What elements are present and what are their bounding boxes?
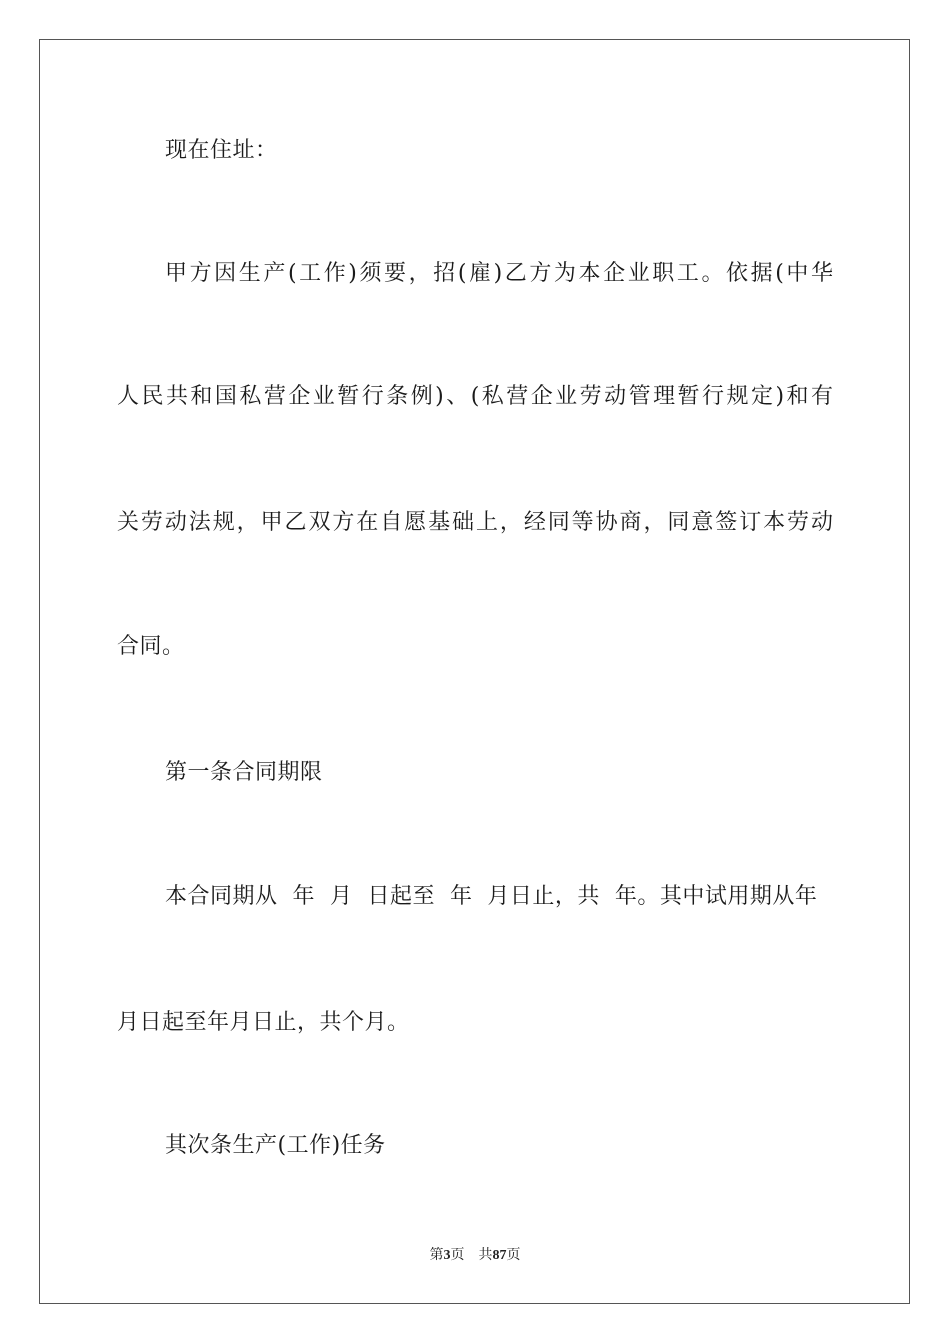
page-number: 3 [443, 1248, 451, 1263]
page-suffix: 页 [450, 1248, 465, 1263]
article-2-heading: 其次条生产(工作)任务 [165, 1133, 386, 1158]
contract-term-line-1: 本合同期从 年 月 日起至 年 月日止，共 年。其中试用期从年 [165, 884, 818, 909]
total-suffix: 页 [506, 1248, 521, 1263]
contract-term-line-2: 月日起至年月日止，共个月。 [117, 1010, 410, 1035]
preamble-line-3: 关劳动法规，甲乙双方在自愿基础上，经同等协商，同意签订本劳动 [117, 510, 833, 535]
total-pages: 87 [492, 1248, 507, 1263]
preamble-line-4: 合同。 [117, 634, 185, 659]
page-border [39, 39, 910, 1304]
preamble-line-2: 人民共和国私营企业暂行条例)、(私营企业劳动管理暂行规定)和有 [117, 384, 833, 409]
address-line: 现在住址： [165, 138, 278, 163]
article-1-heading: 第一条合同期限 [165, 760, 323, 785]
total-prefix: 共 [478, 1248, 493, 1263]
page-prefix: 第 [429, 1248, 444, 1263]
preamble-line-1: 甲方因生产(工作)须要，招(雇)乙方为本企业职工。依据(中华 [165, 261, 833, 286]
page-footer [0, 1246, 950, 1266]
